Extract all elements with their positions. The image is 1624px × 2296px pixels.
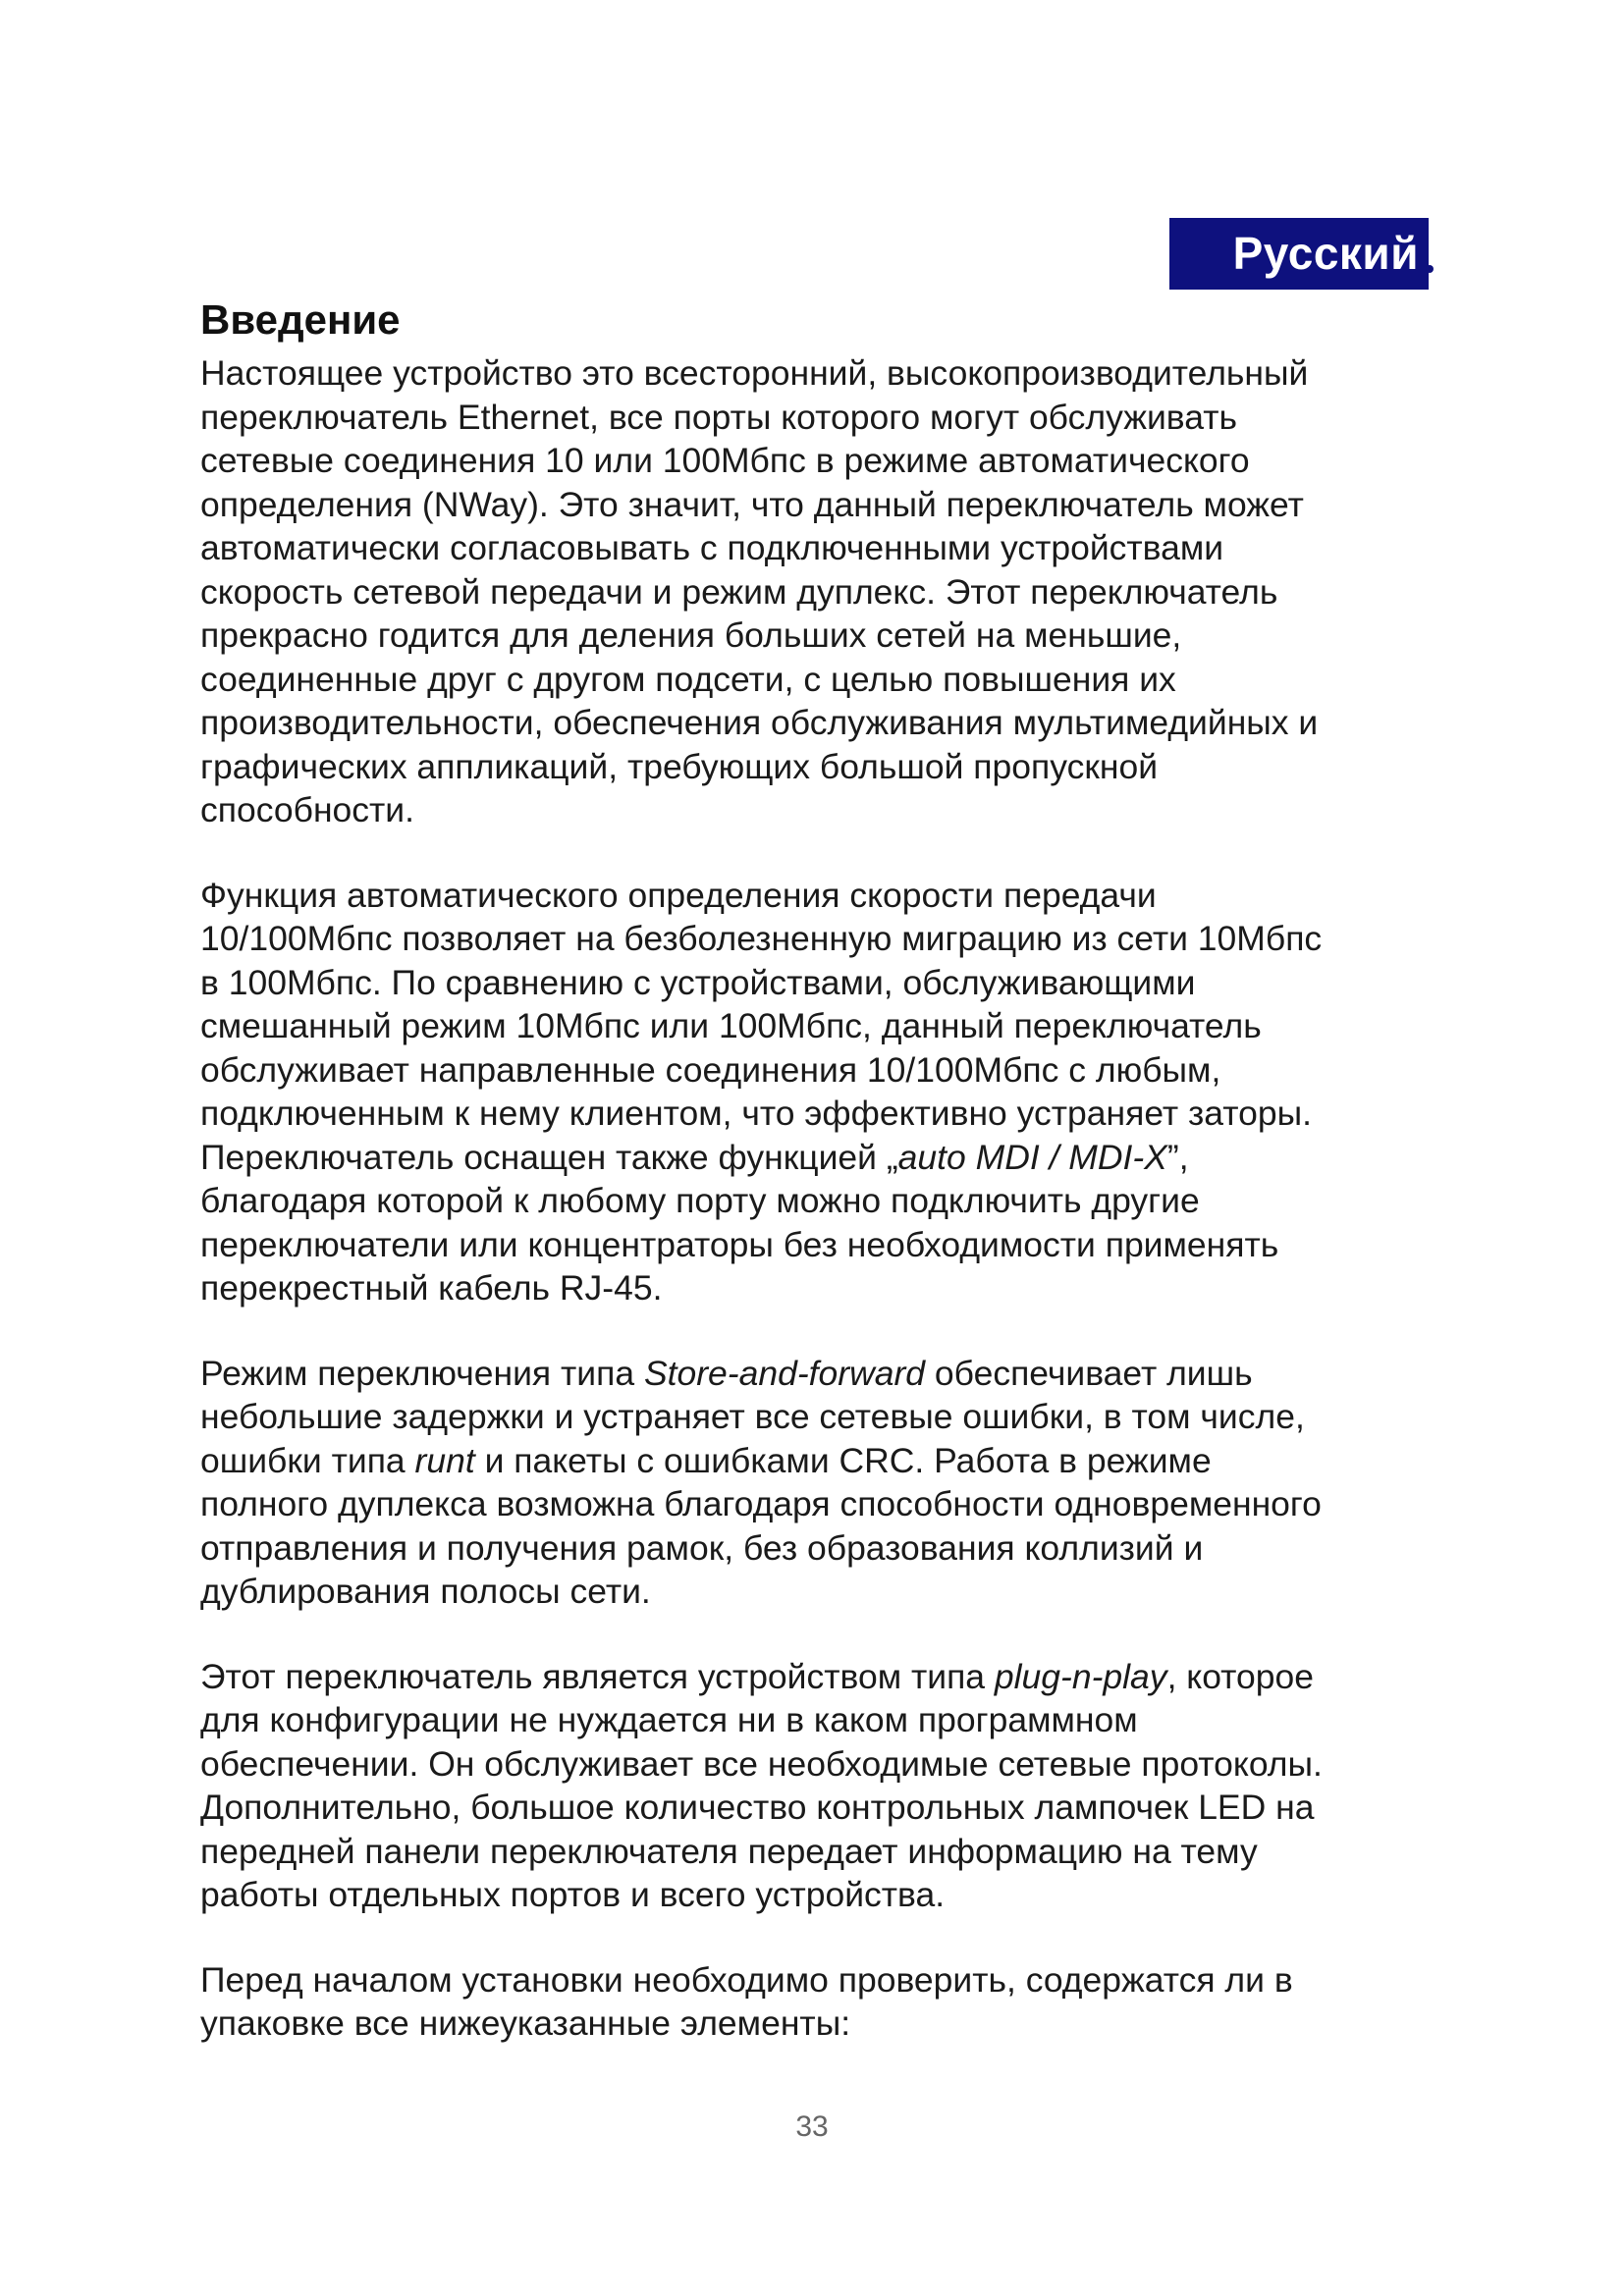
paragraph-plug-n-play-text-2: , которое для конфигурации не нуждается ни в каком программном обеспечении. Он обслуживает все необходимые сетевые протоколы. Дополнительно, большое количество контрольных лампочек LED на передней панели переключателя передает информацию на тему работы отдельных портов и всего устройства.	[200, 1656, 1323, 1914]
paragraph-intro: Настоящее устройство это всесторонний, высокопроизводительный переключатель Ethernet, все порты которого могут обслуживать сетевые соединения 10 или 100Мбпс в режиме автоматического определения (NWay). Это значит, что данный переключатель может автоматически согласовывать с подключенными устройствами скорость сетевой передачи и режим дуплекс. Этот переключатель прекрасно годится для деления больших сетей на меньшие, соединенные друг с другом подсети, с целью повышения их производительности, обеспечения обслуживания мультимедийных и графических аппликаций, требующих большой пропускной способности.	[200, 353, 1319, 829]
paragraph-store-forward-text-2: обеспечивает лишь небольшие задержки и устраняет все сетевые ошибки, в том числе, ошибки типа	[200, 1353, 1305, 1480]
page-number: 33	[795, 2110, 829, 2143]
section-heading: Введение	[200, 296, 401, 343]
paragraph-auto-speed-text-1: Функция автоматического определения скорости передачи 10/100Мбпс позволяет на безболезненную миграцию из сети 10Мбпс в 100Мбпс. По сравнению с устройствами, обслуживающими смешанный режим 10Мбпс или 100Мбпс, данный переключатель обслуживает направленные соединения 10/100Мбпс с любым, подключенным к нему клиентом, что эффективно устраняет заторы. Переключатель оснащен также функцией „	[200, 875, 1323, 1177]
paragraph-auto-speed-italic: auto MDI / MDI-X	[897, 1137, 1167, 1177]
language-badge-dot	[1426, 265, 1434, 273]
paragraph-package-check: Перед началом установки необходимо проверить, содержатся ли в упаковке все нижеуказанные элементы:	[200, 1959, 1293, 2043]
paragraph-plug-n-play-italic: plug-n-play	[994, 1656, 1167, 1696]
paragraph-auto-speed	[200, 874, 1437, 1310]
paragraph-plug-n-play-text-1: Этот переключатель является устройством типа	[200, 1656, 995, 1696]
paragraph-store-forward-italic-2: runt	[414, 1440, 475, 1480]
paragraph-store-forward	[200, 1352, 1437, 1614]
paragraph-plug-n-play	[200, 1655, 1437, 1917]
paragraph-store-forward-text-3: и пакеты с ошибками CRC. Работа в режиме полного дуплекса возможна благодаря способности одновременного отправления и получения рамок, без образования коллизий и дублирования полосы сети.	[200, 1440, 1322, 1611]
paragraph-store-forward-italic-1: Store-and-forward	[643, 1353, 926, 1393]
language-badge-label: Русский	[1232, 228, 1419, 279]
paragraph-store-forward-text-1: Режим переключения типа	[200, 1353, 644, 1393]
language-badge	[1169, 218, 1429, 290]
paragraph-auto-speed-text-2: ”, благодаря которой к любому порту можно подключить другие переключатели или концентраторы без необходимости применять перекрестный кабель RJ-45.	[200, 1137, 1279, 1308]
document-body	[200, 294, 1437, 2087]
